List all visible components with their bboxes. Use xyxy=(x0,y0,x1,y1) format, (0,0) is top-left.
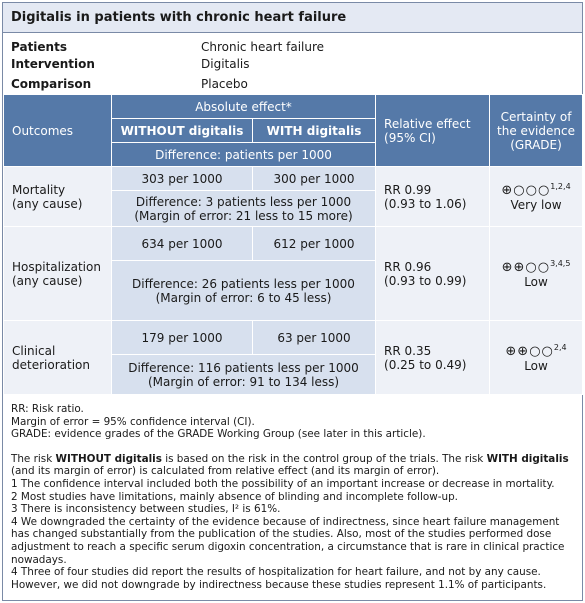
pico-row-intervention xyxy=(11,56,574,73)
risk-without: 179 per 1000 xyxy=(112,321,253,355)
certainty xyxy=(490,227,583,321)
difference-cell xyxy=(112,355,376,395)
footnote-3: 3 There is inconsistency between studies, I² is 61%. xyxy=(11,503,281,516)
risk-with: 63 per 1000 xyxy=(253,321,376,355)
grade-refs: 2,4 xyxy=(553,342,567,352)
margin-text: (Margin of error: 91 to 134 less) xyxy=(147,374,340,389)
pico-section xyxy=(3,33,582,93)
footnote-4: 4 We downgraded the certainty of the evidence because of indirectness, since heart failure management has changed substantially from the publication of the studies. Also, most of the studies performed dose adjustment to reach a specific serum digoxin concentration, a circumstance that is rare in clinical practice nowadays. xyxy=(11,515,565,566)
outcomes-table xyxy=(3,94,583,395)
footnote-2: 2 Most studies have limitations, mainly absence of blinding and incomplete follow-up. xyxy=(11,490,458,503)
risk-explanation: The risk WITHOUT digitalis is based on the risk in the control group of the trials. The risk WITH digitalis (and its margin of error) is calculated from relative effect (and its margin of error). xyxy=(11,452,569,478)
footnote-1: 1 The confidence interval included both the possibility of an important increase or decrease in mortality. xyxy=(11,477,555,490)
difference-text: Difference: 26 patients less per 1000 xyxy=(132,276,355,291)
rr-value: RR 0.35 xyxy=(384,343,432,358)
grade-refs: 3,4,5 xyxy=(550,258,571,268)
certainty xyxy=(490,167,583,227)
rr-ci: (0.93 to 0.99) xyxy=(384,273,467,288)
rr-ci: (0.25 to 0.49) xyxy=(384,357,467,372)
relative-effect xyxy=(376,227,490,321)
pico-label: Comparison xyxy=(11,77,92,91)
pico-value: Digitalis xyxy=(201,57,250,71)
abbrev-margin: Margin of error = 95% confidence interval (CI). xyxy=(11,415,255,428)
pico-value: Placebo xyxy=(201,77,248,91)
relative-effect xyxy=(376,321,490,395)
pico-value: Chronic heart failure xyxy=(201,40,325,54)
relative-effect xyxy=(376,167,490,227)
grade-symbols: ⊕⊕○○ xyxy=(501,259,551,275)
certainty xyxy=(490,321,583,395)
grade-symbols: ⊕⊕○○ xyxy=(505,343,554,359)
risk-with: 612 per 1000 xyxy=(253,227,376,261)
grade-label: Very low xyxy=(510,197,562,212)
header-difference: Difference: patients per 1000 xyxy=(112,143,376,167)
pico-label: Intervention xyxy=(11,57,95,71)
pico-label: Patients xyxy=(11,40,67,54)
risk-with: 300 per 1000 xyxy=(253,167,376,191)
outcome-label: Clinical deterioration xyxy=(4,321,112,395)
margin-text: (Margin of error: 6 to 45 less) xyxy=(155,290,332,305)
pico-row-comparison xyxy=(11,76,574,93)
table-title: Digitalis in patients with chronic heart failure xyxy=(3,3,582,33)
difference-cell xyxy=(112,261,376,321)
risk-without: 303 per 1000 xyxy=(112,167,253,191)
margin-text: (Margin of error: 21 less to 15 more) xyxy=(134,208,353,223)
grade-refs: 1,2,4 xyxy=(550,181,571,191)
header-certainty: Certainty of the evidence (GRADE) xyxy=(490,95,583,167)
difference-text: Difference: 116 patients less per 1000 xyxy=(128,360,359,375)
header-relative-effect: Relative effect (95% CI) xyxy=(376,95,490,167)
summary-of-findings-table xyxy=(2,2,583,601)
difference-text: Difference: 3 patients less per 1000 xyxy=(135,194,352,209)
risk-without: 634 per 1000 xyxy=(112,227,253,261)
outcome-label: Hospitalization (any cause) xyxy=(4,227,112,321)
header-outcomes: Outcomes xyxy=(4,95,112,167)
difference-cell xyxy=(112,191,376,227)
header-with: WITH digitalis xyxy=(253,119,376,143)
footnote-5: 4 Three of four studies did report the results of hospitalization for heart failure, and not by any cause. However, we did not downgrade by indirectness because these studies represent 1.1% of participants. xyxy=(11,566,547,591)
rr-value: RR 0.96 xyxy=(384,259,432,274)
grade-symbols: ⊕○○○ xyxy=(501,182,551,198)
pico-row-patients xyxy=(11,39,574,56)
header-without: WITHOUT digitalis xyxy=(112,119,253,143)
abbrev-grade: GRADE: evidence grades of the GRADE Working Group (see later in this article). xyxy=(11,428,426,441)
footnotes xyxy=(11,403,581,591)
rr-ci: (0.93 to 1.06) xyxy=(384,196,467,211)
grade-label: Low xyxy=(524,358,548,373)
rr-value: RR 0.99 xyxy=(384,182,432,197)
abbrev-rr: RR: Risk ratio. xyxy=(11,403,84,415)
grade-label: Low xyxy=(524,274,548,289)
header-absolute-effect: Absolute effect* xyxy=(112,95,376,119)
outcome-label: Mortality (any cause) xyxy=(4,167,112,227)
